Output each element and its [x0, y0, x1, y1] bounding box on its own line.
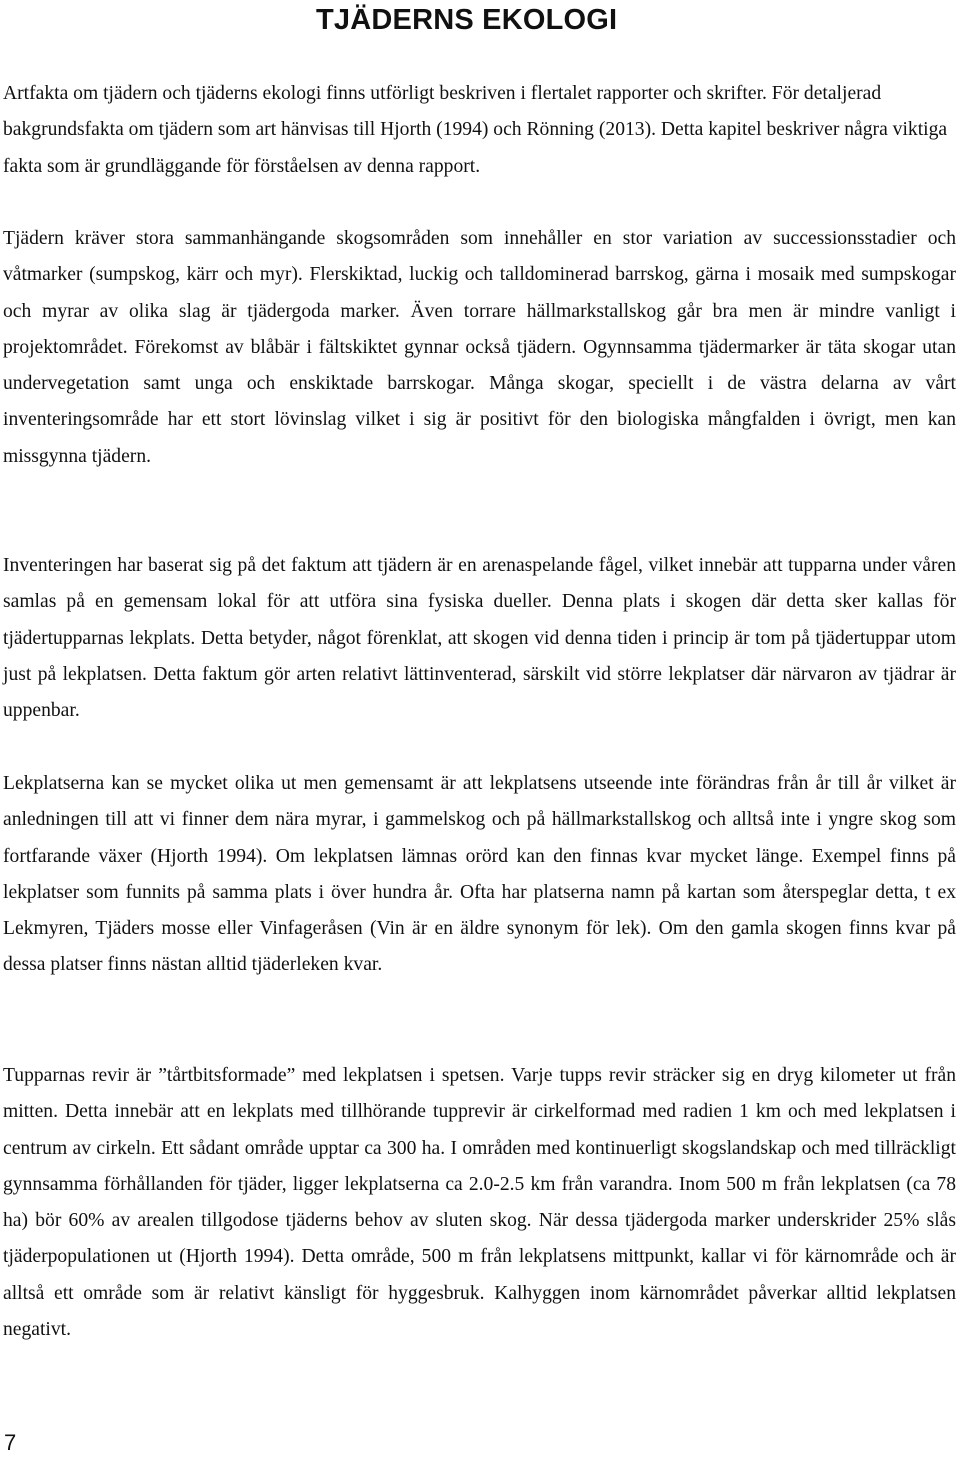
chapter-title: TJÄDERNS EKOLOGI [316, 4, 618, 36]
paragraph-habitat: Tjädern kräver stora sammanhängande skogsområden som innehåller en stor variation av successionsstadier och våtmarker (sumpskog, kärr och myr). Flerskiktad, luckig och talldominerad barrskog, gärna i mosaik med sumpskogar och myrar av olika slag är tjädergoda marker. Även torrare hällmarkstallskog går bra men är mindre vanligt i projektområdet. Förekomst av blåbär i fältskiktet gynnar också tjädern. Ogynnsamma tjädermarker är täta skogar utan undervegetation samt unga och enskiktade barrskogar. Många skogar, speciellt i de västra delarna av vårt inventeringsområde har ett stort lövinslag vilket i sig är positivt för den biologiska mångfalden i övrigt, men kan missgynna tjädern. [3, 228, 956, 467]
paragraph-inventory-method: Inventeringen har baserat sig på det faktum att tjädern är en arenaspelande fågel, vilket innebär att tupparna under våren samlas på en gemensam lokal för att utföra sina fysiska dueller. Denna plats i skogen där detta sker kallas för tjädertupparnas lekplats. Detta betyder, något förenklat, att skogen vid denna tiden i princip är tom på tjädertuppar utom just på lekplatsen. Detta faktum gör arten relativt lättinventerad, särskilt vid större lekplatser där närvaron av tjädrar är uppenbar. [3, 555, 956, 722]
paragraph-intro: Artfakta om tjädern och tjäderns ekologi finns utförligt beskriven i flertalet rapporter och skrifter. För detaljerad bakgrundsfakta om tjädern som art hänvisas till Hjorth (1994) och Rönning (2013). Detta kapitel beskriver några viktiga fakta som är grundläggande för förståelsen av denna rapport. [3, 83, 948, 177]
paragraph-territories: Tupparnas revir är ”tårtbitsformade” med lekplatsen i spetsen. Varje tupps revir sträcker sig en dryg kilometer ut från mitten. Detta innebär att en lekplats med tillhörande tupprevir är cirkelformad med radien 1 km och med lekplatsen i centrum av cirkeln. Ett sådant område upptar ca 300 ha. I områden med kontinuerligt skogslandskap och med tillräckligt gynnsamma förhållanden för tjäder, ligger lekplatserna ca 2.0-2.5 km från varandra. Inom 500 m från lekplatsen (ca 78 ha) bör 60% av arealen tillgodose tjäderns behov av sluten skog. När dessa tjädergoda marker underskrider 25% slås tjäderpopulationen ut (Hjorth 1994). Detta område, 500 m från lekplatsens mittpunkt, kallar vi för kärnområde och är alltså ett område som är relativt känsligt för hyggesbruk. Kalhyggen inom kärnområdet påverkar alltid lekplatsen negativt. [3, 1065, 956, 1341]
page-number: 7 [4, 1430, 17, 1455]
paragraph-lekplatser: Lekplatserna kan se mycket olika ut men gemensamt är att lekplatsens utseende inte förändras från år till år vilket är anledningen till att vi finner dem nära myrar, i gammelskog och på hällmarkstallskog och alltså inte i yngre skog som fortfarande växer (Hjorth 1994). Om lekplatsen lämnas orörd kan den finnas kvar mycket länge. Exempel finns på lekplatser som funnits på samma plats i över hundra år. Ofta har platserna namn på kartan som återspeglar detta, t ex Lekmyren, Tjäders mosse eller Vinfageråsen (Vin är en äldre synonym för lek). Om den gamla skogen finns kvar på dessa platser finns nästan alltid tjäderleken kvar. [3, 773, 956, 976]
